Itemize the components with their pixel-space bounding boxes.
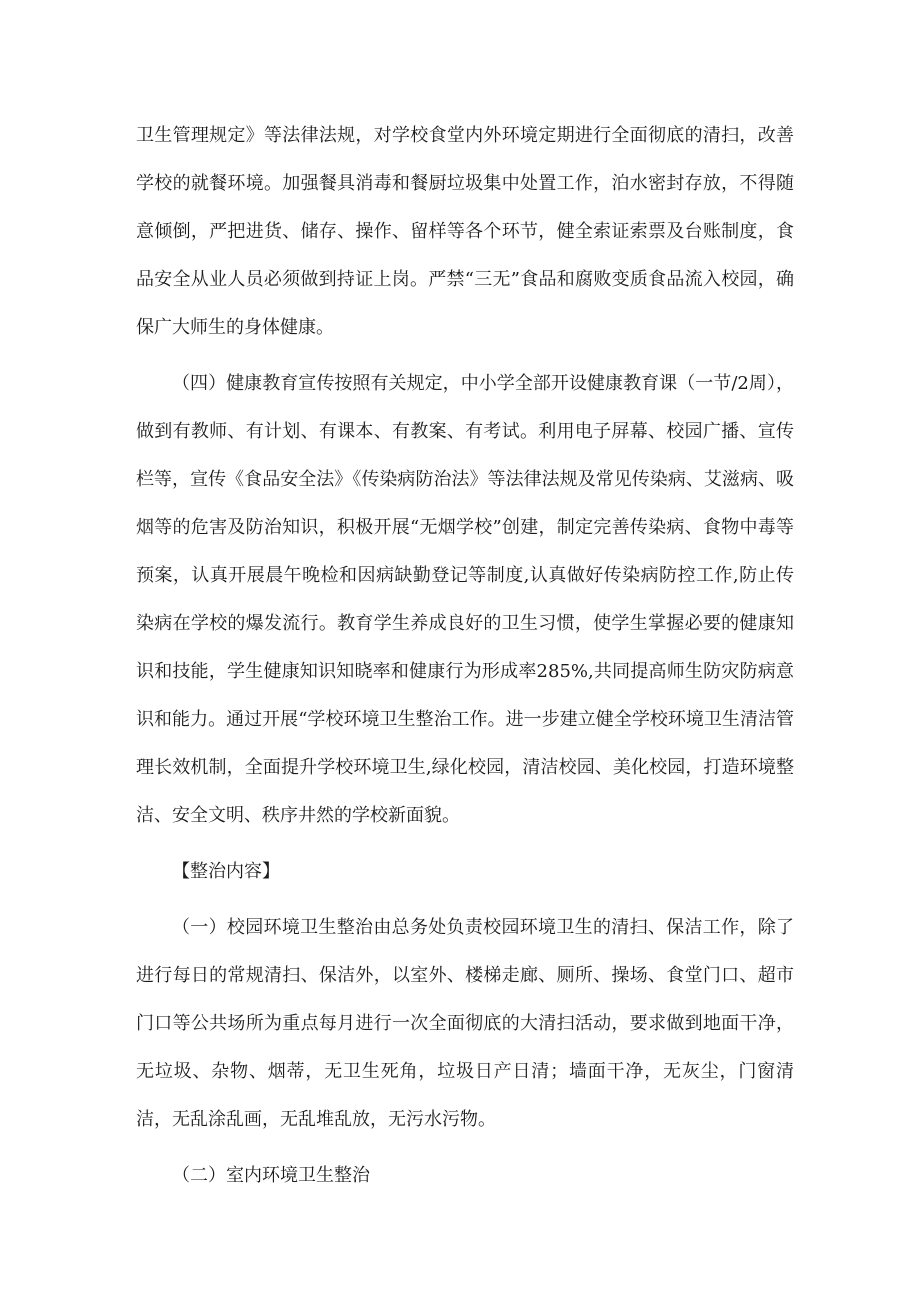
document-body [136, 112, 794, 1200]
section-heading: 【整治内容】 [172, 861, 280, 882]
paragraph-health-education: （四）健康教育宣传按照有关规定，中小学全部开设健康教育课（一节/2周），做到有教师、有计划、有课本、有教案、有考试。利用电子屏幕、校园广播、宣传栏等，宣传《食品安全法》《传染病防治法》等法律法规及常见传染病、艾滋病、吸烟等的危害及防治知识，积极开展“无烟学校”创建，制定完善传染病、食物中毒等预案，认真开展晨午晚检和因病缺勤登记等制度,认真做好传染病防控工作,防止传染病在学校的爆发流行。教育学生养成良好的卫生习惯，使学生掌握必要的健康知识和技能，学生健康知识知晓率和健康行为形成率285%,共同提高师生防灾防病意识和能力。通过开展“学校环境卫生整治工作。进一步建立健全学校环境卫生清洁管理长效机制，全面提升学校环境卫生,绿化校园，清洁校园、美化校园，打造环境整洁、安全文明、秩序井然的学校新面貌。 [136, 373, 794, 826]
paragraph-campus-environment: （一）校园环境卫生整治由总务处负责校园环境卫生的清扫、保洁工作，除了进行每日的常规清扫、保洁外，以室外、楼梯走廊、厕所、操场、食堂门口、超市门口等公共场所为重点每月进行一次全面彻底的大清扫活动，要求做到地面干净，无垃圾、杂物、烟蒂，无卫生死角，垃圾日产日清；墙面干净，无灰尘，门窗清洁，无乱涂乱画，无乱堆乱放，无污水污物。 [136, 917, 794, 1130]
paragraph-hygiene-regulation: 卫生管理规定》等法律法规，对学校食堂内外环境定期进行全面彻底的清扫，改善学校的就餐环境。加强餐具消毒和餐厨垃圾集中处置工作，泊水密封存放，不得随意倾倒，严把进货、储存、操作、留样等各个环节，健全索证索票及台账制度，食品安全从业人员必须做到持证上岗。严禁“三无”食品和腐败变质食品流入校园，确保广大师生的身体健康。 [136, 125, 794, 338]
paragraph-indoor-environment: （二）室内环境卫生整治 [172, 1165, 370, 1186]
